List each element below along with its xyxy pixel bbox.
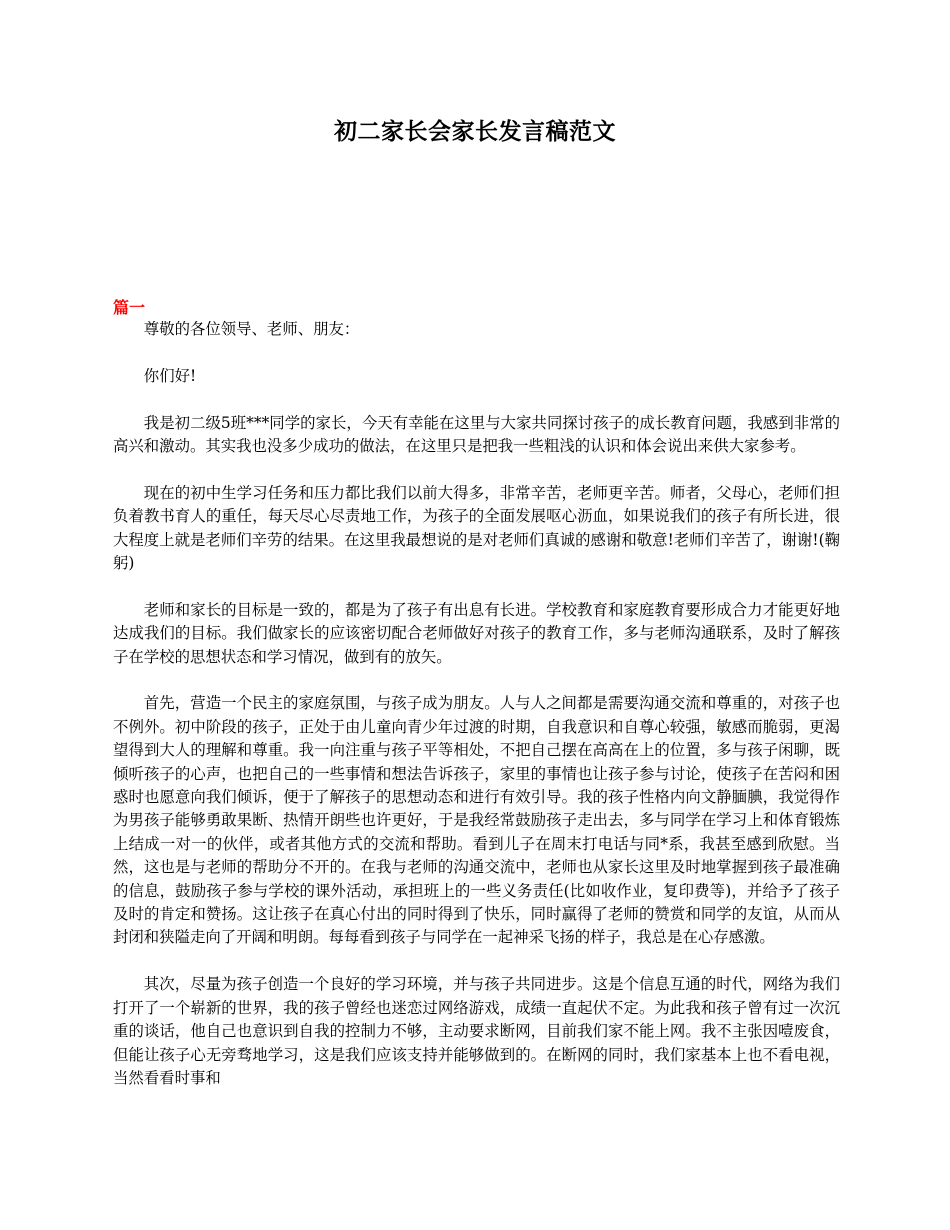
- paragraph-salutation: 尊敬的各位领导、老师、朋友：: [143, 320, 360, 338]
- paragraph-common-goal: 老师和家长的目标是一致的，都是为了孩子有出息有长进。学校教育和家庭教育要形成合力才能更好地达成我们的目标。我们做家长的应该密切配合老师做好对孩子的教育工作，多与老师沟通联系，及时了解孩子在学校的思想状态和学习情况，做到有的放矢。: [113, 600, 840, 666]
- section-label: 篇一: [113, 298, 146, 317]
- document-title: 初二家长会家长发言稿范文: [334, 119, 616, 145]
- paragraph-thanks-teachers: 现在的初中生学习任务和压力都比我们以前大得多，非常辛苦，老师更辛苦。师者，父母心，老师们担负着教书育人的重任，每天尽心尽责地工作，为孩子的全面发展呕心沥血，如果说我们的孩子有所长进，很大程度上就是老师们辛劳的结果。在这里我最想说的是对老师们真诚的感谢和敬意!老师们辛苦了，谢谢!(鞠躬): [113, 483, 840, 573]
- paragraph-greeting: 你们好!: [143, 366, 197, 385]
- paragraph-introduction: 我是初二级5班***同学的家长，今天有幸能在这里与大家共同探讨孩子的成长教育问题，我感到非常的高兴和激动。其实我也没多少成功的做法，在这里只是把我一些粗浅的认识和体会说出来供大家参考。: [113, 413, 840, 455]
- paragraph-first-point: 首先，营造一个民主的家庭氛围，与孩子成为朋友。人与人之间都是需要沟通交流和尊重的，对孩子也不例外。初中阶段的孩子，正处于由儿童向青少年过渡的时期，自我意识和自尊心较强，敏感而脆弱，更渴望得到大人的理解和尊重。我一向注重与孩子平等相处，不把自己摆在高高在上的位置，多与孩子闲聊，既倾听孩子的心声，也把自己的一些事情和想法告诉孩子，家里的事情也让孩子参与讨论，使孩子在苦闷和困惑时也愿意向我们倾诉，便于了解孩子的思想动态和进行有效引导。我的孩子性格内向文静腼腆，我觉得作为男孩子能够勇敢果断、热情开朗些也许更好，于是我经常鼓励孩子走出去，多与同学在学习上和体育锻炼上结成一对一的伙伴，或者其他方式的交流和帮助。看到儿子在周末打电话与同*系，我甚至感到欣慰。当然，这也是与老师的帮助分不开的。在我与老师的沟通交流中，老师也从家长这里及时地掌握到孩子最准确的信息，鼓励孩子参与学校的课外活动，承担班上的一些义务责任(比如收作业，复印费等)，并给予了孩子及时的肯定和赞扬。这让孩子在真心付出的同时得到了快乐，同时赢得了老师的赞赏和同学的友谊，从而从封闭和狭隘走向了开阔和明朗。每每看到孩子与同学在一起神采飞扬的样子，我总是在心存感激。: [113, 694, 840, 947]
- document-body: [113, 318, 840, 1114]
- paragraph-second-point: 其次，尽量为孩子创造一个良好的学习环境，并与孩子共同进步。这是个信息互通的时代，网络为我们打开了一个崭新的世界，我的孩子曾经也迷恋过网络游戏，成绩一直起伏不定。为此我和孩子曾有过一次沉重的谈话，他自己也意识到自我的控制力不够，主动要求断网，目前我们家不能上网。我不主张因噎废食，但能让孩子心无旁骛地学习，这是我们应该支持并能够做到的。在断网的同时，我们家基本上也不看电视，当然看看时事和: [113, 975, 840, 1087]
